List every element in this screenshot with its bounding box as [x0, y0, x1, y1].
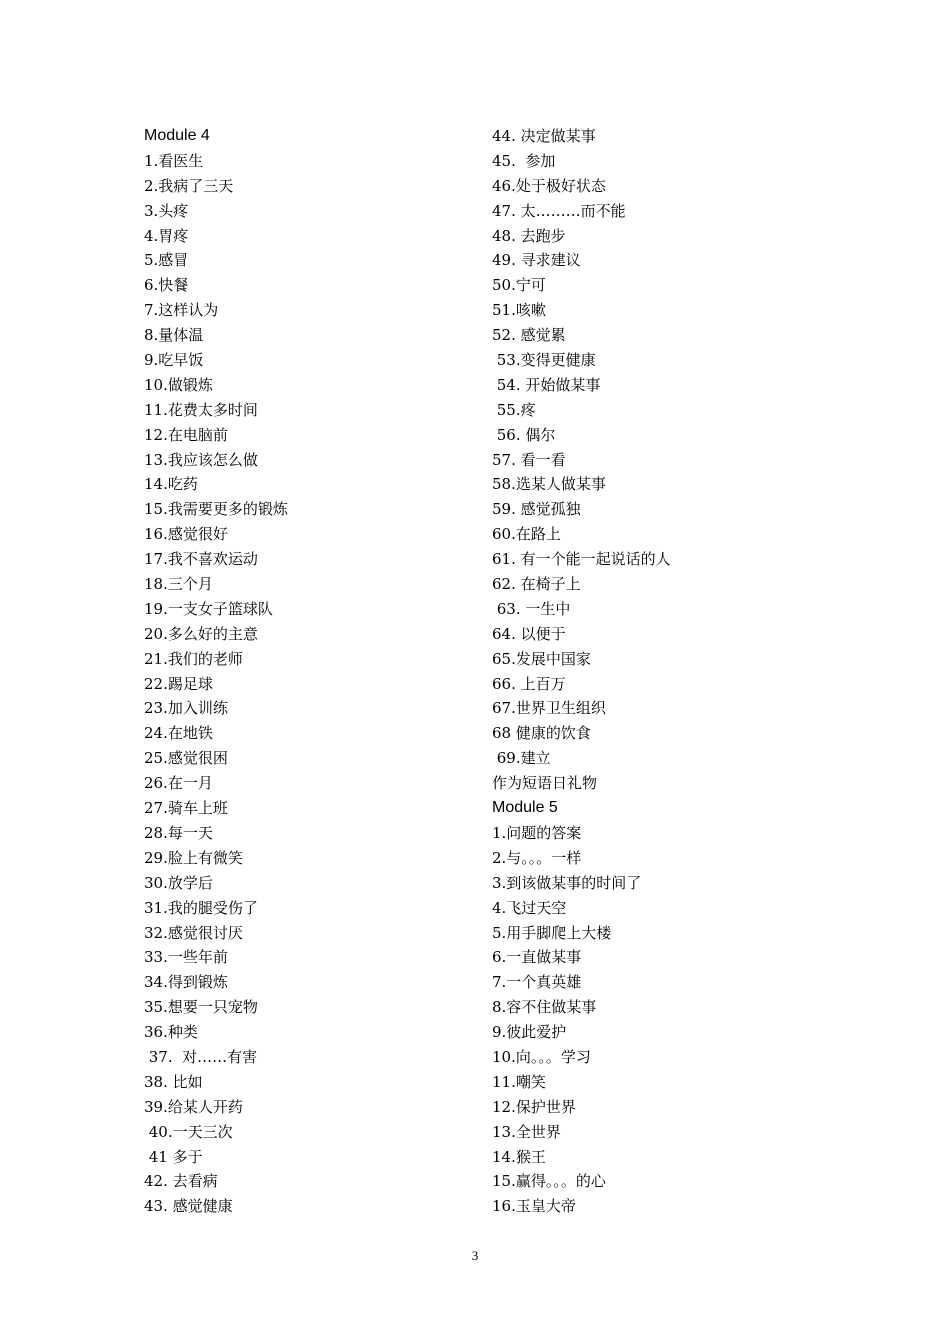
vocab-item: 49. 寻求建议: [492, 251, 581, 270]
vocab-item: 55.疼: [492, 400, 536, 419]
vocab-item: 22.踢足球: [144, 674, 213, 693]
vocab-item: 36.种类: [144, 1023, 198, 1042]
vocab-item: 13.全世界: [492, 1122, 561, 1141]
vocab-item: 42. 去看病: [144, 1172, 218, 1191]
vocab-item: 33.一些年前: [144, 948, 228, 967]
vocab-item: 9.吃早饭: [144, 351, 204, 370]
vocab-item: 30.放学后: [144, 873, 213, 892]
vocab-item: 37. 对……有害: [144, 1047, 258, 1066]
right-column: [492, 124, 832, 1219]
vocab-item: 44. 决定做某事: [492, 127, 596, 145]
vocab-item: 67.世界卫生组织: [492, 699, 606, 718]
vocab-item: 64. 以便于: [492, 624, 566, 643]
vocab-item: 12.在电脑前: [144, 425, 228, 444]
vocab-item: 15.赢得。。。的心: [492, 1172, 606, 1191]
vocab-item: 62. 在椅子上: [492, 575, 581, 594]
vocab-item: 16.玉皇大帝: [492, 1197, 576, 1216]
vocab-item: 48. 去跑步: [492, 226, 566, 245]
vocab-item: 7.一个真英雄: [492, 973, 582, 992]
vocab-item: 66. 上百万: [492, 674, 566, 693]
vocab-item: 2.我病了三天: [144, 176, 234, 195]
vocab-item: 50.宁可: [492, 276, 546, 295]
vocab-item: 5.用手脚爬上大楼: [492, 923, 612, 942]
vocab-item: 56. 偶尔: [492, 425, 556, 444]
vocab-item: 32.感觉很讨厌: [144, 923, 243, 942]
vocab-item: 11.花费太多时间: [144, 400, 258, 419]
vocab-item: 24.在地铁: [144, 724, 213, 743]
vocab-item: 3.到该做某事的时间了: [492, 873, 642, 892]
vocab-item: 59. 感觉孤独: [492, 500, 581, 519]
vocab-item: 3.头疼: [144, 201, 189, 220]
vocab-item: 39.给某人开药: [144, 1097, 243, 1116]
vocab-item: 25.感觉很困: [144, 749, 228, 768]
vocab-item: 46.处于极好状态: [492, 176, 606, 195]
vocab-item: 38. 比如: [144, 1072, 203, 1091]
vocab-item: 15.我需要更多的锻炼: [144, 500, 288, 519]
vocab-item: 8.容不住做某事: [492, 998, 597, 1017]
vocab-item: 34.得到锻炼: [144, 973, 228, 992]
vocab-item: 69.建立: [492, 749, 551, 768]
vocab-item: 13.我应该怎么做: [144, 450, 258, 469]
vocab-item: 21.我们的老师: [144, 649, 243, 668]
module-4-heading: Module 4: [144, 127, 210, 144]
vocab-item: 43. 感觉健康: [144, 1197, 233, 1216]
vocab-item: 53.变得更健康: [492, 351, 596, 370]
vocab-item: 29.脸上有微笑: [144, 848, 243, 867]
left-column: [144, 124, 474, 1219]
vocab-item: 23.加入训练: [144, 699, 228, 718]
vocab-item: 14.猴王: [492, 1147, 546, 1166]
vocab-item: 61. 有一个能一起说话的人: [492, 550, 671, 569]
vocab-item: 18.三个月: [144, 575, 213, 594]
vocab-item: 58.选某人做某事: [492, 475, 606, 494]
vocab-item: 57. 看一看: [492, 450, 566, 469]
vocab-item: 68 健康的饮食: [492, 724, 591, 743]
vocab-item: 8.量体温: [144, 326, 204, 345]
vocab-item: 16.感觉很好: [144, 525, 228, 544]
vocab-item: 45. 参加: [492, 151, 556, 170]
vocab-item: 35.想要一只宠物: [144, 998, 258, 1017]
vocab-item: 6.一直做某事: [492, 948, 582, 967]
module-5-heading: Module 5: [492, 799, 558, 817]
vocab-item: 1.看医生: [144, 151, 204, 170]
vocab-item: 10.向。。。学习: [492, 1047, 591, 1066]
vocab-item: 28.每一天: [144, 823, 213, 842]
vocab-item: 20.多么好的主意: [144, 624, 258, 643]
vocab-item: 41 多于: [144, 1147, 203, 1166]
vocab-item: 5.感冒: [144, 251, 189, 270]
vocab-item: 26.在一月: [144, 774, 213, 793]
vocab-item: 作为短语日礼物: [492, 774, 598, 793]
vocab-item: 11.嘲笑: [492, 1072, 546, 1091]
vocab-item: 4.胃疼: [144, 226, 189, 245]
vocab-item: 19.一支女子篮球队: [144, 599, 273, 618]
vocab-item: 40.一天三次: [144, 1122, 233, 1141]
vocab-item: 7.这样认为: [144, 301, 219, 320]
vocab-item: 2.与。。。一样: [492, 848, 582, 867]
vocab-item: 17.我不喜欢运动: [144, 550, 258, 569]
vocab-item: 9.彼此爱护: [492, 1023, 567, 1042]
vocab-item: 1.问题的答案: [492, 823, 582, 842]
vocab-item: 63. 一生中: [492, 599, 571, 618]
vocab-item: 4.飞过天空: [492, 898, 567, 917]
vocab-item: 12.保护世界: [492, 1097, 576, 1116]
vocab-item: 60.在路上: [492, 525, 561, 544]
vocab-item: 6.快餐: [144, 276, 189, 295]
page-number: 3: [471, 1248, 479, 1263]
vocab-item: 27.骑车上班: [144, 799, 228, 818]
vocab-item: 10.做锻炼: [144, 375, 213, 394]
vocab-item: 65.发展中国家: [492, 649, 591, 668]
vocab-item: 52. 感觉累: [492, 326, 566, 345]
vocab-item: 47. 太………而不能: [492, 201, 626, 220]
vocab-item: 54. 开始做某事: [492, 375, 601, 394]
vocab-item: 51.咳嗽: [492, 301, 546, 320]
vocab-item: 31.我的腿受伤了: [144, 898, 258, 917]
vocab-item: 14.吃药: [144, 475, 198, 494]
